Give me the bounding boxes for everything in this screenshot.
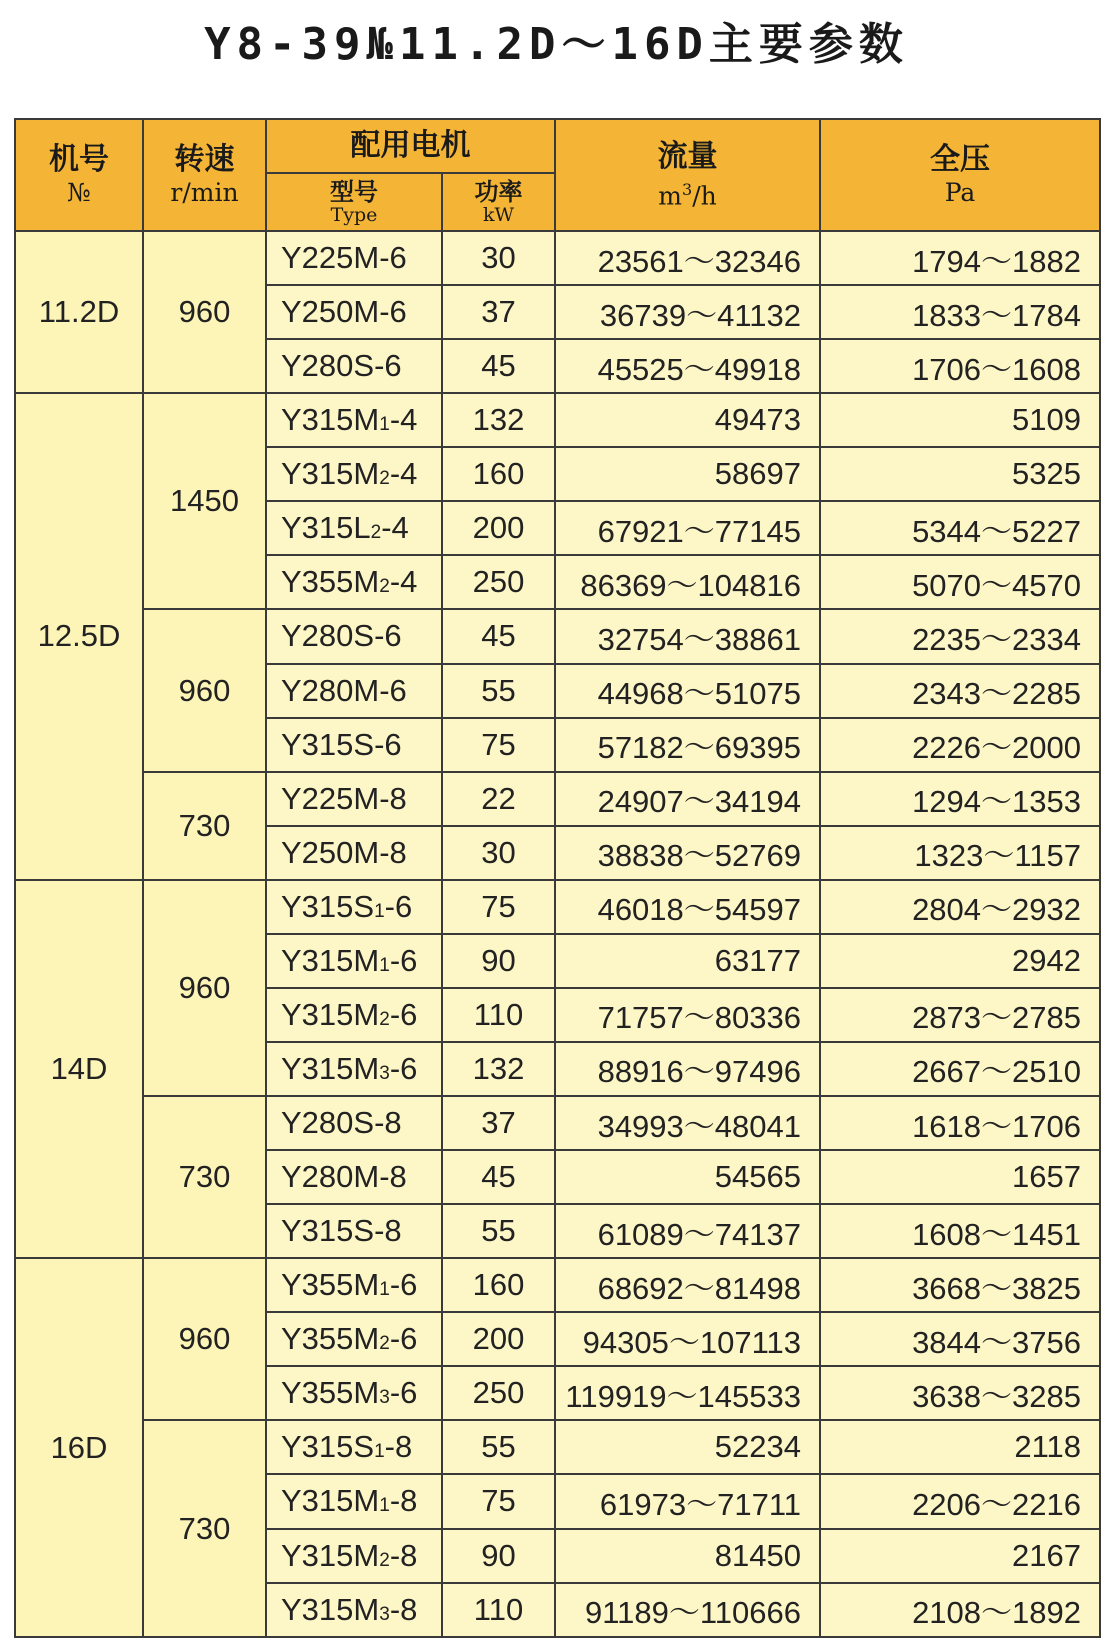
- flow-cell: 45525～49918: [555, 339, 820, 393]
- motor-type-cell: Y315M1-6: [266, 934, 442, 988]
- pressure-cell: 2942: [820, 934, 1100, 988]
- table-row: [15, 772, 1100, 826]
- motor-type-cell: Y315M1-4: [266, 393, 442, 447]
- pressure-cell: 2167: [820, 1529, 1100, 1583]
- motor-power-cell: 160: [442, 1258, 555, 1312]
- flow-cell: 67921～77145: [555, 501, 820, 555]
- flow-cell: 71757～80336: [555, 988, 820, 1042]
- motor-power-cell: 55: [442, 1420, 555, 1474]
- pressure-cell: 5325: [820, 447, 1100, 501]
- flow-cell: 119919～145533: [555, 1366, 820, 1420]
- motor-type-cell: Y355M1-6: [266, 1258, 442, 1312]
- flow-cell: 57182～69395: [555, 718, 820, 772]
- motor-power-cell: 30: [442, 231, 555, 285]
- header-speed-unit: r/min: [170, 178, 239, 207]
- flow-cell: 52234: [555, 1420, 820, 1474]
- speed-cell: 960: [143, 609, 266, 771]
- flow-cell: 49473: [555, 393, 820, 447]
- motor-type-cell: Y280S-6: [266, 339, 442, 393]
- pressure-cell: 3844～3756: [820, 1312, 1100, 1366]
- motor-type-cell: Y250M-6: [266, 285, 442, 339]
- motor-type-cell: Y280M-8: [266, 1150, 442, 1204]
- machine-number-cell: 12.5D: [15, 393, 143, 880]
- pressure-cell: 2873～2785: [820, 988, 1100, 1042]
- header-machine-unit: №: [67, 178, 91, 207]
- header-flow-label: 流量: [657, 138, 718, 174]
- header-speed-label: 转速: [174, 142, 235, 177]
- flow-cell: 68692～81498: [555, 1258, 820, 1312]
- pressure-cell: 2667～2510: [820, 1042, 1100, 1096]
- flow-cell: 38838～52769: [555, 826, 820, 880]
- motor-power-cell: 250: [442, 555, 555, 609]
- motor-type-cell: Y225M-8: [266, 772, 442, 826]
- motor-power-cell: 45: [442, 339, 555, 393]
- motor-type-cell: Y250M-8: [266, 826, 442, 880]
- flow-cell: 44968～51075: [555, 664, 820, 718]
- flow-cell: 23561～32346: [555, 231, 820, 285]
- pressure-cell: 2235～2334: [820, 609, 1100, 663]
- header-type: [266, 173, 442, 231]
- motor-type-cell: Y315M2-8: [266, 1529, 442, 1583]
- pressure-cell: 3668～3825: [820, 1258, 1100, 1312]
- motor-power-cell: 22: [442, 772, 555, 826]
- pressure-cell: 2226～2000: [820, 718, 1100, 772]
- motor-type-cell: Y225M-6: [266, 231, 442, 285]
- machine-number-cell: 11.2D: [15, 231, 143, 393]
- motor-type-cell: Y315M2-4: [266, 447, 442, 501]
- motor-power-cell: 132: [442, 1042, 555, 1096]
- motor-type-cell: Y280S-6: [266, 609, 442, 663]
- motor-power-cell: 200: [442, 501, 555, 555]
- flow-cell: 32754～38861: [555, 609, 820, 663]
- motor-type-cell: Y315S-8: [266, 1204, 442, 1258]
- flow-cell: 63177: [555, 934, 820, 988]
- motor-type-cell: Y315M2-6: [266, 988, 442, 1042]
- motor-power-cell: 90: [442, 1529, 555, 1583]
- motor-power-cell: 132: [442, 393, 555, 447]
- table-row: [15, 1258, 1100, 1312]
- speed-cell: 730: [143, 1096, 266, 1258]
- pressure-cell: 1657: [820, 1150, 1100, 1204]
- motor-power-cell: 160: [442, 447, 555, 501]
- flow-cell: 81450: [555, 1529, 820, 1583]
- pressure-cell: 1294～1353: [820, 772, 1100, 826]
- header-machine: [15, 119, 143, 231]
- pressure-cell: 1618～1706: [820, 1096, 1100, 1150]
- motor-power-cell: 75: [442, 718, 555, 772]
- motor-type-cell: Y355M2-4: [266, 555, 442, 609]
- flow-cell: 86369～104816: [555, 555, 820, 609]
- pressure-cell: 1608～1451: [820, 1204, 1100, 1258]
- table-row: [15, 231, 1100, 285]
- motor-type-cell: Y315S1-8: [266, 1420, 442, 1474]
- pressure-cell: 3638～3285: [820, 1366, 1100, 1420]
- speed-cell: 960: [143, 880, 266, 1096]
- header-machine-label: 机号: [49, 142, 109, 177]
- motor-type-cell: Y280S-8: [266, 1096, 442, 1150]
- motor-type-cell: Y280M-6: [266, 664, 442, 718]
- pressure-cell: 1794～1882: [820, 231, 1100, 285]
- flow-cell: 88916～97496: [555, 1042, 820, 1096]
- motor-power-cell: 250: [442, 1366, 555, 1420]
- flow-cell: 61089～74137: [555, 1204, 820, 1258]
- motor-power-cell: 110: [442, 1583, 555, 1637]
- header-flow-unit: $m^3/h$: [658, 179, 717, 211]
- page-title: Y8-39№11.2D～16D主要参数: [204, 19, 909, 70]
- header-motor: [266, 119, 555, 173]
- pressure-cell: 1706～1608: [820, 339, 1100, 393]
- table-row: [15, 609, 1100, 663]
- table-row: [15, 1096, 1100, 1150]
- speed-cell: 730: [143, 1420, 266, 1637]
- pressure-cell: 5344～5227: [820, 501, 1100, 555]
- header-power-unit: kW: [482, 204, 515, 226]
- motor-power-cell: 37: [442, 1096, 555, 1150]
- flow-cell: 61973～71711: [555, 1474, 820, 1528]
- flow-cell: 34993～48041: [555, 1096, 820, 1150]
- machine-number-cell: 16D: [15, 1258, 143, 1637]
- table-row: [15, 393, 1100, 447]
- header-motor-label: 配用电机: [350, 128, 471, 163]
- header-speed: [143, 119, 266, 231]
- motor-power-cell: 75: [442, 1474, 555, 1528]
- header-pressure-label: 全压: [930, 142, 990, 177]
- pressure-cell: 2206～2216: [820, 1474, 1100, 1528]
- header-flow: [555, 119, 820, 231]
- pressure-cell: 1833～1784: [820, 285, 1100, 339]
- pressure-cell: 1323～1157: [820, 826, 1100, 880]
- flow-cell: 46018～54597: [555, 880, 820, 934]
- flow-cell: 94305～107113: [555, 1312, 820, 1366]
- motor-power-cell: 55: [442, 1204, 555, 1258]
- speed-cell: 960: [143, 1258, 266, 1420]
- table-row: [15, 1420, 1100, 1474]
- pressure-cell: 2118: [820, 1420, 1100, 1474]
- motor-power-cell: 200: [442, 1312, 555, 1366]
- table-row: [15, 880, 1100, 934]
- speed-cell: 960: [143, 231, 266, 393]
- motor-power-cell: 37: [442, 285, 555, 339]
- motor-type-cell: Y315M1-8: [266, 1474, 442, 1528]
- flow-cell: 24907～34194: [555, 772, 820, 826]
- speed-cell: 1450: [143, 393, 266, 609]
- motor-power-cell: 110: [442, 988, 555, 1042]
- motor-type-cell: Y315M3-6: [266, 1042, 442, 1096]
- pressure-cell: 2343～2285: [820, 664, 1100, 718]
- pressure-cell: 5109: [820, 393, 1100, 447]
- header-pressure-unit: Pa: [944, 178, 976, 207]
- motor-power-cell: 45: [442, 1150, 555, 1204]
- header-power: [442, 173, 555, 231]
- flow-cell: 36739～41132: [555, 285, 820, 339]
- motor-type-cell: Y315L2-4: [266, 501, 442, 555]
- header-type-label: 型号: [330, 177, 378, 206]
- header-type-en: Type: [330, 204, 378, 226]
- flow-cell: 58697: [555, 447, 820, 501]
- motor-type-cell: Y315M3-8: [266, 1583, 442, 1637]
- motor-power-cell: 30: [442, 826, 555, 880]
- parameter-table: [14, 118, 1101, 1638]
- motor-type-cell: Y315S-6: [266, 718, 442, 772]
- pressure-cell: 2108～1892: [820, 1583, 1100, 1637]
- flow-cell: 91189～110666: [555, 1583, 820, 1637]
- pressure-cell: 5070～4570: [820, 555, 1100, 609]
- motor-type-cell: Y315S1-6: [266, 880, 442, 934]
- header-power-label: 功率: [474, 177, 523, 206]
- pressure-cell: 2804～2932: [820, 880, 1100, 934]
- header-pressure: [820, 119, 1100, 231]
- motor-power-cell: 55: [442, 664, 555, 718]
- motor-type-cell: Y355M2-6: [266, 1312, 442, 1366]
- motor-type-cell: Y355M3-6: [266, 1366, 442, 1420]
- speed-cell: 730: [143, 772, 266, 880]
- motor-power-cell: 45: [442, 609, 555, 663]
- motor-power-cell: 90: [442, 934, 555, 988]
- motor-power-cell: 75: [442, 880, 555, 934]
- machine-number-cell: 14D: [15, 880, 143, 1258]
- flow-cell: 54565: [555, 1150, 820, 1204]
